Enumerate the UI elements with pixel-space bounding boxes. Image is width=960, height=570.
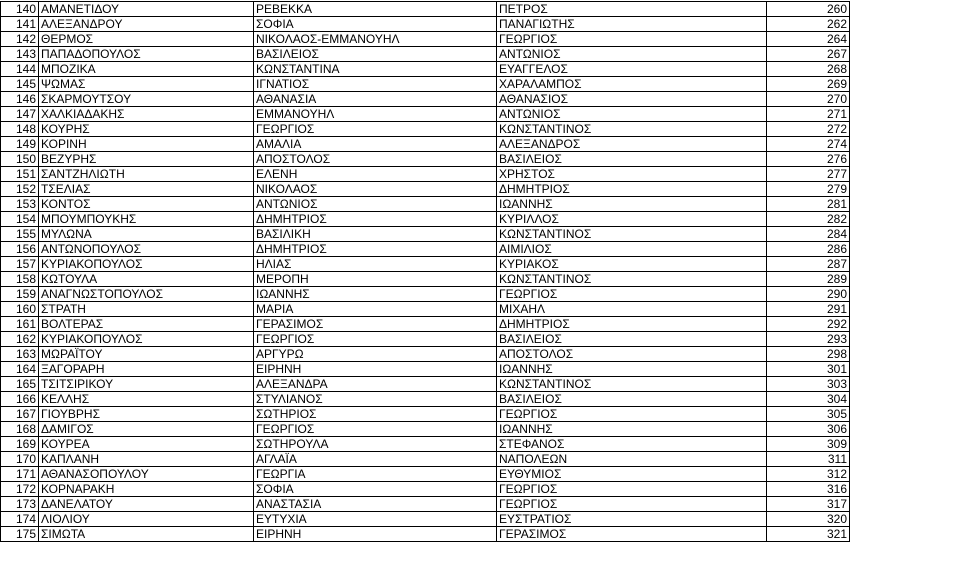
row-number-cell: 170 — [1, 452, 39, 467]
father-name-cell: ΓΕΩΡΓΙΟΣ — [497, 497, 767, 512]
row-number-cell: 161 — [1, 317, 39, 332]
first-name-cell: ΣΟΦΙΑ — [254, 482, 497, 497]
row-number-cell: 163 — [1, 347, 39, 362]
row-number-cell: 174 — [1, 512, 39, 527]
row-number-cell: 147 — [1, 107, 39, 122]
number-cell: 292 — [767, 317, 850, 332]
father-name-cell: ΑΙΜΙΛΙΟΣ — [497, 242, 767, 257]
surname-cell: ΚΩΤΟΥΛΑ — [39, 272, 254, 287]
row-number-cell: 171 — [1, 467, 39, 482]
surname-cell: ΚΕΛΛΗΣ — [39, 392, 254, 407]
row-number-cell: 148 — [1, 122, 39, 137]
row-number-cell: 175 — [1, 527, 39, 542]
row-number-cell: 142 — [1, 32, 39, 47]
row-number-cell: 146 — [1, 92, 39, 107]
surname-cell: ΣΤΡΑΤΗ — [39, 302, 254, 317]
row-number-cell: 158 — [1, 272, 39, 287]
father-name-cell: ΧΡΗΣΤΟΣ — [497, 167, 767, 182]
surname-cell: ΚΟΝΤΟΣ — [39, 197, 254, 212]
father-name-cell: ΒΑΣΙΛΕΙΟΣ — [497, 152, 767, 167]
row-number-cell: 157 — [1, 257, 39, 272]
row-number-cell: 162 — [1, 332, 39, 347]
father-name-cell: ΣΤΕΦΑΝΟΣ — [497, 437, 767, 452]
table-row — [1, 92, 850, 107]
number-cell: 290 — [767, 287, 850, 302]
row-number-cell: 164 — [1, 362, 39, 377]
surname-cell: ΘΕΡΜΟΣ — [39, 32, 254, 47]
number-cell: 262 — [767, 17, 850, 32]
row-number-cell: 169 — [1, 437, 39, 452]
surname-cell: ΒΕΖΥΡΗΣ — [39, 152, 254, 167]
surname-cell: ΔΑΜΙΓΟΣ — [39, 422, 254, 437]
first-name-cell: ΑΓΛΑΪΑ — [254, 452, 497, 467]
roster-body — [1, 2, 850, 542]
table-row — [1, 227, 850, 242]
table-row — [1, 527, 850, 542]
number-cell: 276 — [767, 152, 850, 167]
father-name-cell: ΚΩΝΣΤΑΝΤΙΝΟΣ — [497, 227, 767, 242]
row-number-cell: 172 — [1, 482, 39, 497]
surname-cell: ΚΥΡΙΑΚΟΠΟΥΛΟΣ — [39, 332, 254, 347]
surname-cell: ΚΟΥΡΗΣ — [39, 122, 254, 137]
surname-cell: ΜΥΛΩΝΑ — [39, 227, 254, 242]
first-name-cell: ΑΘΑΝΑΣΙΑ — [254, 92, 497, 107]
first-name-cell: ΓΕΩΡΓΙΟΣ — [254, 332, 497, 347]
row-number-cell: 154 — [1, 212, 39, 227]
number-cell: 284 — [767, 227, 850, 242]
first-name-cell: ΣΤΥΛΙΑΝΟΣ — [254, 392, 497, 407]
first-name-cell: ΑΜΑΛΙΑ — [254, 137, 497, 152]
first-name-cell: ΗΛΙΑΣ — [254, 257, 497, 272]
table-row — [1, 467, 850, 482]
first-name-cell: ΚΩΝΣΤΑΝΤΙΝΑ — [254, 62, 497, 77]
first-name-cell: ΝΙΚΟΛΑΟΣ — [254, 182, 497, 197]
number-cell: 264 — [767, 32, 850, 47]
table-row — [1, 482, 850, 497]
father-name-cell: ΧΑΡΑΛΑΜΠΟΣ — [497, 77, 767, 92]
table-row — [1, 242, 850, 257]
table-row — [1, 332, 850, 347]
first-name-cell: ΣΩΤΗΡΙΟΣ — [254, 407, 497, 422]
row-number-cell: 168 — [1, 422, 39, 437]
table-row — [1, 392, 850, 407]
surname-cell: ΚΑΠΛΑΝΗ — [39, 452, 254, 467]
first-name-cell: ΝΙΚΟΛΑΟΣ-ΕΜΜΑΝΟΥΗΛ — [254, 32, 497, 47]
table-row — [1, 122, 850, 137]
number-cell: 306 — [767, 422, 850, 437]
number-cell: 321 — [767, 527, 850, 542]
number-cell: 317 — [767, 497, 850, 512]
row-number-cell: 144 — [1, 62, 39, 77]
table-row — [1, 302, 850, 317]
table-row — [1, 257, 850, 272]
row-number-cell: 167 — [1, 407, 39, 422]
surname-cell: ΚΟΡΝΑΡΑΚΗ — [39, 482, 254, 497]
number-cell: 282 — [767, 212, 850, 227]
number-cell: 309 — [767, 437, 850, 452]
number-cell: 291 — [767, 302, 850, 317]
first-name-cell: ΕΥΤΥΧΙΑ — [254, 512, 497, 527]
surname-cell: ΣΚΑΡΜΟΥΤΣΟΥ — [39, 92, 254, 107]
father-name-cell: ΓΕΡΑΣΙΜΟΣ — [497, 527, 767, 542]
surname-cell: ΠΑΠΑΔΟΠΟΥΛΟΣ — [39, 47, 254, 62]
first-name-cell: ΒΑΣΙΛΙΚΗ — [254, 227, 497, 242]
number-cell: 301 — [767, 362, 850, 377]
father-name-cell: ΠΑΝΑΓΙΩΤΗΣ — [497, 17, 767, 32]
first-name-cell: ΑΝΤΩΝΙΟΣ — [254, 197, 497, 212]
father-name-cell: ΕΥΘΥΜΙΟΣ — [497, 467, 767, 482]
table-row — [1, 182, 850, 197]
roster-table — [0, 1, 850, 542]
first-name-cell: ΙΓΝΑΤΙΟΣ — [254, 77, 497, 92]
row-number-cell: 155 — [1, 227, 39, 242]
table-row — [1, 422, 850, 437]
table-row — [1, 407, 850, 422]
number-cell: 289 — [767, 272, 850, 287]
first-name-cell: ΕΜΜΑΝΟΥΗΛ — [254, 107, 497, 122]
first-name-cell: ΓΕΩΡΓΙΟΣ — [254, 422, 497, 437]
father-name-cell: ΚΩΝΣΤΑΝΤΙΝΟΣ — [497, 377, 767, 392]
number-cell: 303 — [767, 377, 850, 392]
surname-cell: ΚΟΥΡΕΑ — [39, 437, 254, 452]
surname-cell: ΣΙΜΩΤΑ — [39, 527, 254, 542]
surname-cell: ΨΩΜΑΣ — [39, 77, 254, 92]
first-name-cell: ΔΗΜΗΤΡΙΟΣ — [254, 242, 497, 257]
father-name-cell: ΚΩΝΣΤΑΝΤΙΝΟΣ — [497, 272, 767, 287]
number-cell: 281 — [767, 197, 850, 212]
father-name-cell: ΑΛΕΞΑΝΔΡΟΣ — [497, 137, 767, 152]
first-name-cell: ΜΕΡΟΠΗ — [254, 272, 497, 287]
surname-cell: ΑΛΕΞΑΝΔΡΟΥ — [39, 17, 254, 32]
surname-cell: ΤΣΕΛΙΑΣ — [39, 182, 254, 197]
table-row — [1, 2, 850, 17]
table-row — [1, 497, 850, 512]
surname-cell: ΑΝΑΓΝΩΣΤΟΠΟΥΛΟΣ — [39, 287, 254, 302]
row-number-cell: 149 — [1, 137, 39, 152]
father-name-cell: ΚΥΡΙΛΛΟΣ — [497, 212, 767, 227]
number-cell: 274 — [767, 137, 850, 152]
first-name-cell: ΑΠΟΣΤΟΛΟΣ — [254, 152, 497, 167]
father-name-cell: ΔΗΜΗΤΡΙΟΣ — [497, 182, 767, 197]
table-row — [1, 272, 850, 287]
first-name-cell: ΕΙΡΗΝΗ — [254, 527, 497, 542]
first-name-cell: ΔΗΜΗΤΡΙΟΣ — [254, 212, 497, 227]
father-name-cell: ΚΥΡΙΑΚΟΣ — [497, 257, 767, 272]
number-cell: 286 — [767, 242, 850, 257]
number-cell: 320 — [767, 512, 850, 527]
row-number-cell: 159 — [1, 287, 39, 302]
table-row — [1, 152, 850, 167]
father-name-cell: ΔΗΜΗΤΡΙΟΣ — [497, 317, 767, 332]
number-cell: 287 — [767, 257, 850, 272]
surname-cell: ΑΝΤΩΝΟΠΟΥΛΟΣ — [39, 242, 254, 257]
number-cell: 304 — [767, 392, 850, 407]
row-number-cell: 153 — [1, 197, 39, 212]
first-name-cell: ΕΙΡΗΝΗ — [254, 362, 497, 377]
table-row — [1, 77, 850, 92]
father-name-cell: ΜΙΧΑΗΛ — [497, 302, 767, 317]
father-name-cell: ΓΕΩΡΓΙΟΣ — [497, 482, 767, 497]
first-name-cell: ΑΝΑΣΤΑΣΙΑ — [254, 497, 497, 512]
number-cell: 270 — [767, 92, 850, 107]
father-name-cell: ΕΥΣΤΡΑΤΙΟΣ — [497, 512, 767, 527]
row-number-cell: 140 — [1, 2, 39, 17]
table-row — [1, 512, 850, 527]
number-cell: 271 — [767, 107, 850, 122]
row-number-cell: 160 — [1, 302, 39, 317]
first-name-cell: ΣΟΦΙΑ — [254, 17, 497, 32]
table-row — [1, 167, 850, 182]
father-name-cell: ΕΥΑΓΓΕΛΟΣ — [497, 62, 767, 77]
father-name-cell: ΝΑΠΟΛΕΩΝ — [497, 452, 767, 467]
father-name-cell: ΚΩΝΣΤΑΝΤΙΝΟΣ — [497, 122, 767, 137]
table-row — [1, 347, 850, 362]
table-row — [1, 47, 850, 62]
surname-cell: ΧΑΛΚΙΑΔΑΚΗΣ — [39, 107, 254, 122]
number-cell: 305 — [767, 407, 850, 422]
father-name-cell: ΓΕΩΡΓΙΟΣ — [497, 407, 767, 422]
row-number-cell: 152 — [1, 182, 39, 197]
father-name-cell: ΙΩΑΝΝΗΣ — [497, 197, 767, 212]
surname-cell: ΒΟΛΤΕΡΑΣ — [39, 317, 254, 332]
table-row — [1, 437, 850, 452]
surname-cell: ΣΑΝΤΖΗΛΙΩΤΗ — [39, 167, 254, 182]
table-row — [1, 287, 850, 302]
father-name-cell: ΓΕΩΡΓΙΟΣ — [497, 287, 767, 302]
father-name-cell: ΑΝΤΩΝΙΟΣ — [497, 107, 767, 122]
surname-cell: ΑΜΑΝΕΤΙΔΟΥ — [39, 2, 254, 17]
number-cell: 268 — [767, 62, 850, 77]
father-name-cell: ΓΕΩΡΓΙΟΣ — [497, 32, 767, 47]
surname-cell: ΚΟΡΙΝΗ — [39, 137, 254, 152]
father-name-cell: ΑΠΟΣΤΟΛΟΣ — [497, 347, 767, 362]
surname-cell: ΜΩΡΑΪΤΟΥ — [39, 347, 254, 362]
surname-cell: ΞΑΓΟΡΑΡΗ — [39, 362, 254, 377]
first-name-cell: ΕΛΕΝΗ — [254, 167, 497, 182]
surname-cell: ΜΠΟΥΜΠΟΥΚΗΣ — [39, 212, 254, 227]
row-number-cell: 173 — [1, 497, 39, 512]
first-name-cell: ΓΕΡΑΣΙΜΟΣ — [254, 317, 497, 332]
row-number-cell: 145 — [1, 77, 39, 92]
number-cell: 293 — [767, 332, 850, 347]
table-row — [1, 17, 850, 32]
surname-cell: ΛΙΟΛΙΟΥ — [39, 512, 254, 527]
number-cell: 311 — [767, 452, 850, 467]
first-name-cell: ΑΡΓΥΡΩ — [254, 347, 497, 362]
table-row — [1, 62, 850, 77]
first-name-cell: ΑΛΕΞΑΝΔΡΑ — [254, 377, 497, 392]
row-number-cell: 143 — [1, 47, 39, 62]
table-row — [1, 377, 850, 392]
table-row — [1, 197, 850, 212]
father-name-cell: ΙΩΑΝΝΗΣ — [497, 422, 767, 437]
row-number-cell: 150 — [1, 152, 39, 167]
number-cell: 272 — [767, 122, 850, 137]
number-cell: 269 — [767, 77, 850, 92]
row-number-cell: 141 — [1, 17, 39, 32]
father-name-cell: ΠΕΤΡΟΣ — [497, 2, 767, 17]
first-name-cell: ΙΩΑΝΝΗΣ — [254, 287, 497, 302]
first-name-cell: ΒΑΣΙΛΕΙΟΣ — [254, 47, 497, 62]
row-number-cell: 166 — [1, 392, 39, 407]
surname-cell: ΓΙΟΥΒΡΗΣ — [39, 407, 254, 422]
first-name-cell: ΜΑΡΙΑ — [254, 302, 497, 317]
father-name-cell: ΒΑΣΙΛΕΙΟΣ — [497, 392, 767, 407]
row-number-cell: 156 — [1, 242, 39, 257]
table-row — [1, 452, 850, 467]
father-name-cell: ΑΘΑΝΑΣΙΟΣ — [497, 92, 767, 107]
surname-cell: ΤΣΙΤΣΙΡΙΚΟΥ — [39, 377, 254, 392]
number-cell: 279 — [767, 182, 850, 197]
surname-cell: ΔΑΝΕΛΑΤΟΥ — [39, 497, 254, 512]
table-row — [1, 362, 850, 377]
number-cell: 316 — [767, 482, 850, 497]
father-name-cell: ΒΑΣΙΛΕΙΟΣ — [497, 332, 767, 347]
father-name-cell: ΙΩΑΝΝΗΣ — [497, 362, 767, 377]
surname-cell: ΚΥΡΙΑΚΟΠΟΥΛΟΣ — [39, 257, 254, 272]
first-name-cell: ΓΕΩΡΓΙΑ — [254, 467, 497, 482]
table-row — [1, 107, 850, 122]
surname-cell: ΜΠΟΖΙΚΑ — [39, 62, 254, 77]
number-cell: 298 — [767, 347, 850, 362]
row-number-cell: 165 — [1, 377, 39, 392]
father-name-cell: ΑΝΤΩΝΙΟΣ — [497, 47, 767, 62]
table-row — [1, 317, 850, 332]
first-name-cell: ΣΩΤΗΡΟΥΛΑ — [254, 437, 497, 452]
table-row — [1, 212, 850, 227]
first-name-cell: ΓΕΩΡΓΙΟΣ — [254, 122, 497, 137]
first-name-cell: ΡΕΒΕΚΚΑ — [254, 2, 497, 17]
number-cell: 267 — [767, 47, 850, 62]
table-row — [1, 137, 850, 152]
number-cell: 260 — [767, 2, 850, 17]
row-number-cell: 151 — [1, 167, 39, 182]
table-row — [1, 32, 850, 47]
surname-cell: ΑΘΑΝΑΣΟΠΟΥΛΟΥ — [39, 467, 254, 482]
number-cell: 277 — [767, 167, 850, 182]
number-cell: 312 — [767, 467, 850, 482]
